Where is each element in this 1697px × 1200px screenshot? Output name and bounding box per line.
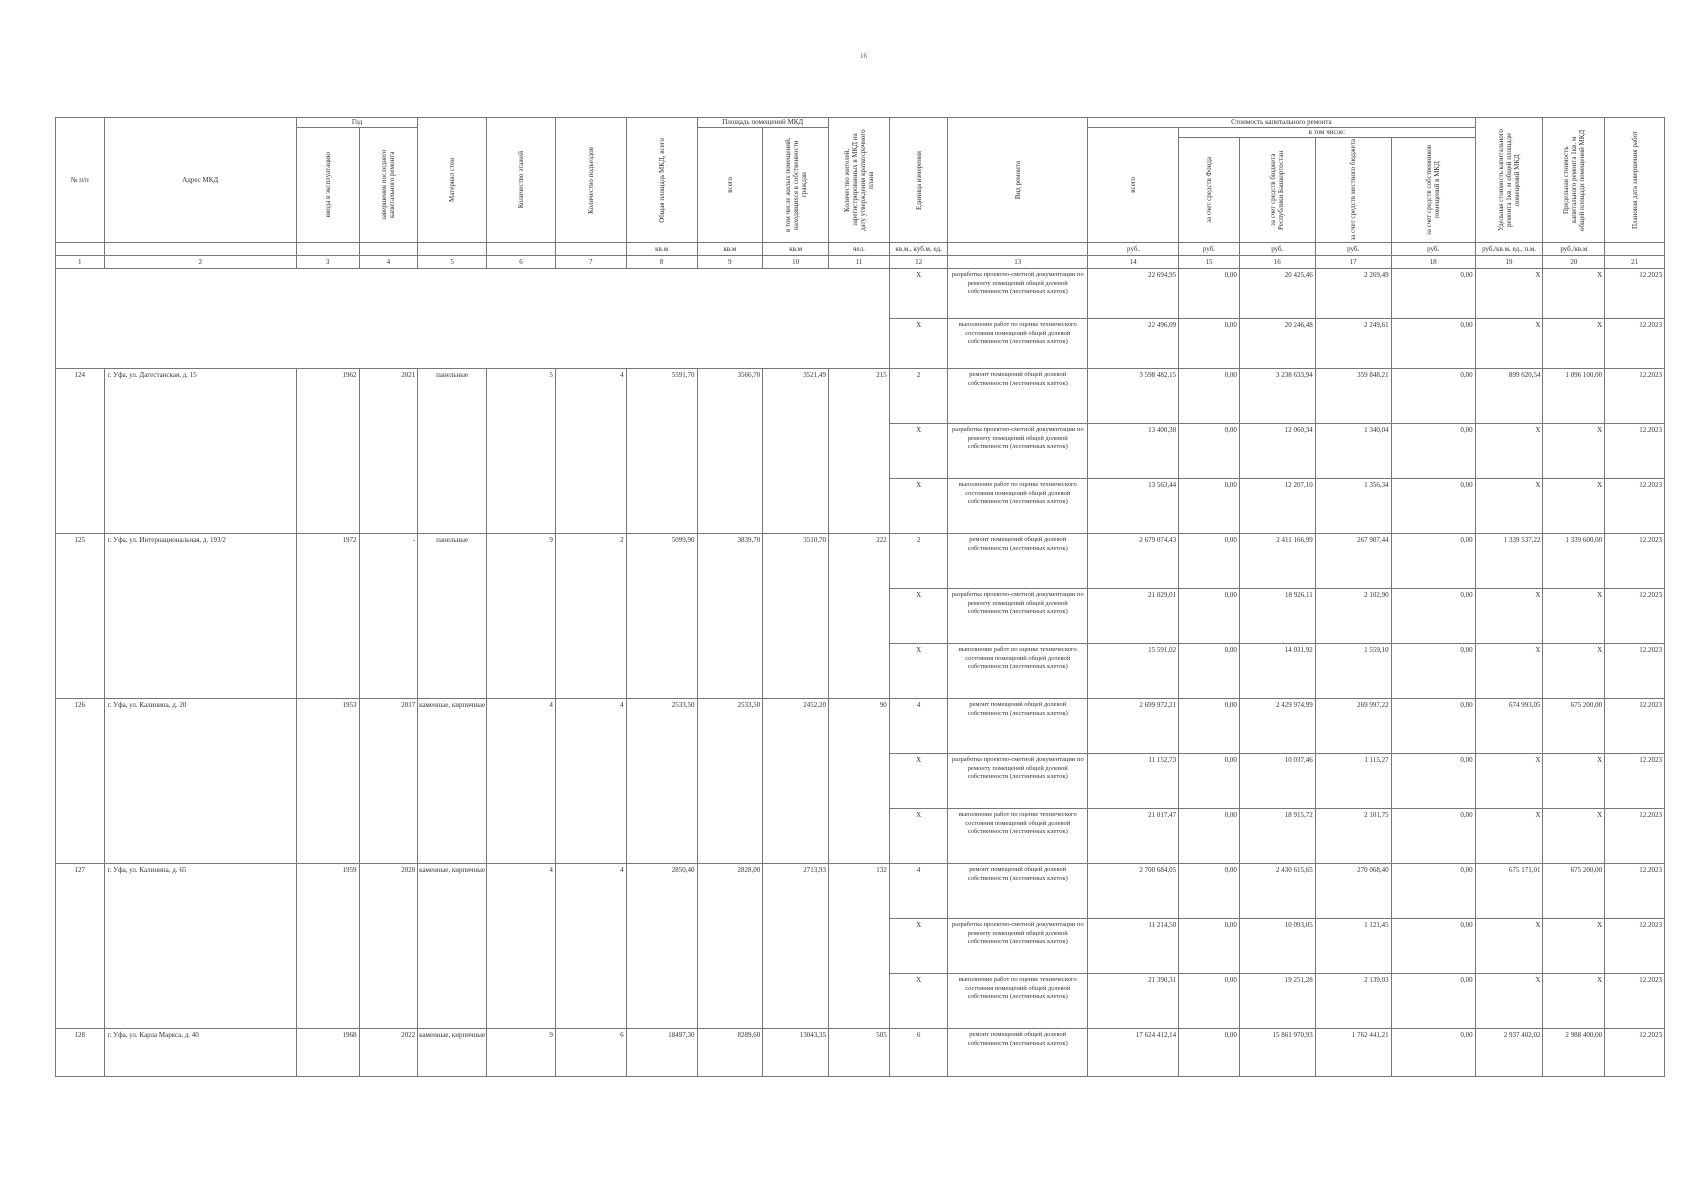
fund-cell: 0,00 [1179, 864, 1240, 919]
residents-cell: 222 [829, 534, 890, 699]
address-cell: г. Уфа, ул. Дагестанская, д. 15 [104, 369, 296, 534]
owners-cell: 0,00 [1391, 589, 1475, 644]
max-cost-cell: Х [1543, 809, 1605, 864]
unit-cell: 6 [889, 1029, 948, 1077]
fund-cell: 0,00 [1179, 974, 1240, 1029]
work-type-cell: разработка проектно-сметной документации по ремонту помещений общей долевой собственности (лестничных клеток) [948, 589, 1088, 644]
year-last-repair-cell: 2017 [359, 699, 418, 864]
year-last-repair-cell: 2020 [359, 864, 418, 1029]
local-cell: 267 907,44 [1315, 534, 1391, 589]
column-number: 16 [1239, 256, 1315, 269]
column-number: 6 [487, 256, 556, 269]
header-specific-cost: Удельная стоимость капитального ремонта 1кв. м общей площади помещений МКД [1475, 118, 1543, 243]
work-type-cell: разработка проектно-сметной документации по ремонту помещений общей долевой собственности (лестничных клеток) [948, 269, 1088, 319]
fund-cell: 0,00 [1179, 754, 1240, 809]
fund-cell: 0,00 [1179, 424, 1240, 479]
unit-cost-total: руб. [1088, 243, 1179, 256]
total-area-cell: 18497,30 [626, 1029, 697, 1077]
planned-date-cell: 12.2023 [1605, 319, 1665, 369]
cost-total-cell: 2 700 684,05 [1088, 864, 1179, 919]
header-fund: за счет средств Фонда [1179, 138, 1240, 243]
max-cost-cell: Х [1543, 919, 1605, 974]
planned-date-cell: 12.2023 [1605, 699, 1665, 754]
units-row [56, 243, 1665, 256]
planned-date-cell: 12.2023 [1605, 974, 1665, 1029]
local-cell: 2 101,75 [1315, 809, 1391, 864]
header-total-area: Общая площадь МКД, всего [626, 118, 697, 243]
total-area-cell: 2533,50 [626, 699, 697, 864]
owners-cell: 0,00 [1391, 974, 1475, 1029]
owners-cell: 0,00 [1391, 809, 1475, 864]
total-area-cell: 2850,40 [626, 864, 697, 1029]
republic-cell: 2 430 615,65 [1239, 864, 1315, 919]
max-cost-cell: Х [1543, 269, 1605, 319]
work-type-cell: выполнение работ по оценке технического состояния помещений общей долевой собственности (лестничных клеток) [948, 809, 1088, 864]
planned-date-cell: 12.2023 [1605, 369, 1665, 424]
year-commission-cell: 1972 [296, 534, 359, 699]
cost-total-cell: 21 390,31 [1088, 974, 1179, 1029]
column-number: 4 [359, 256, 418, 269]
local-cell: 1 115,27 [1315, 754, 1391, 809]
year-commission-cell: 1962 [296, 369, 359, 534]
table-row [56, 1029, 1665, 1077]
row-number-cell: 125 [56, 534, 105, 699]
table-row [56, 369, 1665, 424]
planned-date-cell: 12.2023 [1605, 269, 1665, 319]
max-cost-cell: 675 200,00 [1543, 699, 1605, 754]
specific-cost-cell: 1 339 537,22 [1475, 534, 1543, 589]
specific-cost-cell: 2 937 402,02 [1475, 1029, 1543, 1077]
unit-cell: Х [889, 269, 948, 319]
address-cell: г. Уфа, ул. Интернациональная, д. 193/2 [104, 534, 296, 699]
local-cell: 1 559,10 [1315, 644, 1391, 699]
cost-total-cell: 2 679 074,43 [1088, 534, 1179, 589]
cost-total-cell: 21 017,47 [1088, 809, 1179, 864]
planned-date-cell: 12.2023 [1605, 754, 1665, 809]
entrances-cell: 2 [555, 534, 626, 699]
owners-cell: 0,00 [1391, 699, 1475, 754]
column-number: 11 [829, 256, 890, 269]
header-unit: Единица измерения [889, 118, 948, 243]
local-cell: 270 068,40 [1315, 864, 1391, 919]
local-cell: 2 102,90 [1315, 589, 1391, 644]
planned-date-cell: 12.2023 [1605, 479, 1665, 534]
specific-cost-cell: Х [1475, 644, 1543, 699]
unit-republic: руб. [1239, 243, 1315, 256]
column-number: 10 [763, 256, 829, 269]
owners-cell: 0,00 [1391, 534, 1475, 589]
specific-cost-cell: Х [1475, 269, 1543, 319]
work-type-cell: ремонт помещений общей долевой собственности (лестничных клеток) [948, 699, 1088, 754]
planned-date-cell: 12.2023 [1605, 919, 1665, 974]
republic-cell: 18 926,11 [1239, 589, 1315, 644]
republic-cell: 2 429 974,99 [1239, 699, 1315, 754]
fund-cell: 0,00 [1179, 644, 1240, 699]
entrances-cell: 4 [555, 699, 626, 864]
premises-residential-cell: 3521,49 [763, 369, 829, 534]
table-row [56, 699, 1665, 754]
premises-residential-cell: 2452,20 [763, 699, 829, 864]
premises-total-cell: 3566,70 [697, 369, 763, 534]
premises-residential-cell: 2713,93 [763, 864, 829, 1029]
local-cell: 269 997,22 [1315, 699, 1391, 754]
header-residents: Количество жителей, зарегистрированных в МКД на дату утверждения краткосрочного плана [829, 118, 890, 243]
local-cell: 2 249,61 [1315, 319, 1391, 369]
header-local: за счет средств местного бюджета [1315, 138, 1391, 243]
owners-cell: 0,00 [1391, 479, 1475, 534]
cost-total-cell: 22 496,09 [1088, 319, 1179, 369]
column-number: 5 [418, 256, 487, 269]
header-floors: Количество этажей [487, 118, 556, 243]
header-premises-group: Площадь помещений МКД [697, 118, 829, 128]
premises-residential-cell: 13043,35 [763, 1029, 829, 1077]
premises-total-cell: 2533,50 [697, 699, 763, 864]
residents-cell: 215 [829, 369, 890, 534]
planned-date-cell: 12.2023 [1605, 424, 1665, 479]
premises-residential-cell: 3510,70 [763, 534, 829, 699]
column-number: 14 [1088, 256, 1179, 269]
fund-cell: 0,00 [1179, 534, 1240, 589]
work-type-cell: разработка проектно-сметной документации по ремонту помещений общей долевой собственности (лестничных клеток) [948, 424, 1088, 479]
column-number: 7 [555, 256, 626, 269]
unit-residents: чел. [829, 243, 890, 256]
work-type-cell: выполнение работ по оценке технического состояния помещений общей долевой собственности (лестничных клеток) [948, 479, 1088, 534]
republic-cell: 15 861 970,93 [1239, 1029, 1315, 1077]
header-year-last-repair: завершения последнего капитального ремонта [359, 128, 418, 243]
capital-repair-table [55, 117, 1665, 1077]
local-cell: 1 121,45 [1315, 919, 1391, 974]
owners-cell: 0,00 [1391, 754, 1475, 809]
unit-cell: Х [889, 809, 948, 864]
year-last-repair-cell: - [359, 534, 418, 699]
total-area-cell: 5099,90 [626, 534, 697, 699]
specific-cost-cell: 899 620,54 [1475, 369, 1543, 424]
unit-local: руб. [1315, 243, 1391, 256]
republic-cell: 18 915,72 [1239, 809, 1315, 864]
row-number-cell: 126 [56, 699, 105, 864]
column-numbers-row [56, 256, 1665, 269]
owners-cell: 0,00 [1391, 424, 1475, 479]
total-area-cell: 5591,70 [626, 369, 697, 534]
specific-cost-cell: Х [1475, 319, 1543, 369]
premises-total-cell: 3839,70 [697, 534, 763, 699]
header-premises-total: всего [697, 128, 763, 243]
column-number: 18 [1391, 256, 1475, 269]
work-type-cell: выполнение работ по оценке технического состояния помещений общей долевой собственности (лестничных клеток) [948, 644, 1088, 699]
work-type-cell: ремонт помещений общей долевой собственности (лестничных клеток) [948, 534, 1088, 589]
header-wall-material: Материал стен [418, 118, 487, 243]
specific-cost-cell: Х [1475, 754, 1543, 809]
wall-material-cell: панельные [418, 369, 487, 534]
unit-cell: Х [889, 424, 948, 479]
local-cell: 2 139,03 [1315, 974, 1391, 1029]
work-type-cell: ремонт помещений общей долевой собственности (лестничных клеток) [948, 369, 1088, 424]
residents-cell: 90 [829, 699, 890, 864]
floors-cell: 9 [487, 1029, 556, 1077]
specific-cost-cell: Х [1475, 589, 1543, 644]
max-cost-cell: 2 988 400,00 [1543, 1029, 1605, 1077]
column-number: 13 [948, 256, 1088, 269]
unit-cell: Х [889, 919, 948, 974]
max-cost-cell: 1 096 100,00 [1543, 369, 1605, 424]
specific-cost-cell: Х [1475, 809, 1543, 864]
header-max-cost: Предельная стоимость капитального ремонта 1кв. м общей площади помещений МКД [1543, 118, 1605, 243]
unit-premises-residential: кв.м [763, 243, 829, 256]
local-cell: 359 848,21 [1315, 369, 1391, 424]
premises-total-cell: 2828,00 [697, 864, 763, 1029]
max-cost-cell: 675 200,00 [1543, 864, 1605, 919]
specific-cost-cell: Х [1475, 479, 1543, 534]
owners-cell: 0,00 [1391, 919, 1475, 974]
column-number: 1 [56, 256, 105, 269]
fund-cell: 0,00 [1179, 269, 1240, 319]
column-number: 8 [626, 256, 697, 269]
unit-cell: Х [889, 589, 948, 644]
residents-cell: 505 [829, 1029, 890, 1077]
unit-fund: руб. [1179, 243, 1240, 256]
unit-cell: Х [889, 479, 948, 534]
fund-cell: 0,00 [1179, 479, 1240, 534]
header-including: в том числе: [1179, 128, 1476, 138]
max-cost-cell: Х [1543, 589, 1605, 644]
republic-cell: 12 060,34 [1239, 424, 1315, 479]
republic-cell: 19 251,28 [1239, 974, 1315, 1029]
unit-cell: 4 [889, 699, 948, 754]
specific-cost-cell: 674 993,05 [1475, 699, 1543, 754]
cost-total-cell: 15 591,02 [1088, 644, 1179, 699]
residents-cell: 132 [829, 864, 890, 1029]
header-year-group: Год [296, 118, 417, 128]
row-number-cell: 128 [56, 1029, 105, 1077]
floors-cell: 4 [487, 699, 556, 864]
header-cost-total: всего [1088, 128, 1179, 243]
republic-cell: 20 425,46 [1239, 269, 1315, 319]
column-number: 2 [104, 256, 296, 269]
planned-date-cell: 12.2023 [1605, 589, 1665, 644]
page-number: 16 [860, 52, 867, 60]
wall-material-cell: панельные [418, 534, 487, 699]
year-commission-cell: 1959 [296, 864, 359, 1029]
column-number: 21 [1605, 256, 1665, 269]
table-body [56, 269, 1665, 1077]
work-type-cell: выполнение работ по оценке технического состояния помещений общей долевой собственности (лестничных клеток) [948, 319, 1088, 369]
header-entrances: Количество подъездов [555, 118, 626, 243]
year-last-repair-cell: 2021 [359, 369, 418, 534]
unit-cell: Х [889, 644, 948, 699]
entrances-cell: 6 [555, 1029, 626, 1077]
header-work-type: Вид ремонта [948, 118, 1088, 243]
table-row [56, 534, 1665, 589]
max-cost-cell: Х [1543, 424, 1605, 479]
cost-total-cell: 11 152,73 [1088, 754, 1179, 809]
floors-cell: 5 [487, 369, 556, 534]
column-number: 9 [697, 256, 763, 269]
republic-cell: 14 031,92 [1239, 644, 1315, 699]
republic-cell: 10 093,05 [1239, 919, 1315, 974]
max-cost-cell: Х [1543, 754, 1605, 809]
unit-unit: кв.м., куб.м, ед. [889, 243, 948, 256]
header-cost-group: Стоимость капитального ремонта [1088, 118, 1476, 128]
cost-total-cell: 11 214,50 [1088, 919, 1179, 974]
address-cell: г. Уфа, ул. Карла Маркса, д. 40 [104, 1029, 296, 1077]
owners-cell: 0,00 [1391, 864, 1475, 919]
max-cost-cell: Х [1543, 479, 1605, 534]
unit-specific-cost: руб./кв.м, ед., п.м. [1475, 243, 1543, 256]
unit-total-area: кв.м [626, 243, 697, 256]
unit-owners: руб. [1391, 243, 1475, 256]
unit-premises-total: кв.м [697, 243, 763, 256]
table-row [56, 864, 1665, 919]
specific-cost-cell: Х [1475, 424, 1543, 479]
unit-max-cost: руб./кв.м [1543, 243, 1605, 256]
republic-cell: 12 207,10 [1239, 479, 1315, 534]
cost-total-cell: 13 563,44 [1088, 479, 1179, 534]
wall-material-cell: каменные, кирпичные [418, 699, 487, 864]
column-number: 12 [889, 256, 948, 269]
local-cell: 1 340,04 [1315, 424, 1391, 479]
specific-cost-cell: 675 171,01 [1475, 864, 1543, 919]
row-number-cell: 127 [56, 864, 105, 1029]
max-cost-cell: Х [1543, 974, 1605, 1029]
address-cell: г. Уфа, ул. Калинина, д. 65 [104, 864, 296, 1029]
republic-cell: 2 411 166,99 [1239, 534, 1315, 589]
row-number-cell: 124 [56, 369, 105, 534]
cost-total-cell: 13 400,38 [1088, 424, 1179, 479]
unit-cell: 2 [889, 369, 948, 424]
planned-date-cell: 12.2023 [1605, 864, 1665, 919]
planned-date-cell: 12.2023 [1605, 809, 1665, 864]
planned-date-cell: 12.2023 [1605, 644, 1665, 699]
unit-cell: Х [889, 754, 948, 809]
work-type-cell: ремонт помещений общей долевой собственности (лестничных клеток) [948, 1029, 1088, 1077]
unit-cell: Х [889, 974, 948, 1029]
unit-cell: 4 [889, 864, 948, 919]
year-commission-cell: 1968 [296, 1029, 359, 1077]
header-address: Адрес МКД [104, 118, 296, 243]
fund-cell: 0,00 [1179, 919, 1240, 974]
column-number: 15 [1179, 256, 1240, 269]
cost-total-cell: 21 029,01 [1088, 589, 1179, 644]
header-premises-residential: в том числе жилых помещений, находящихся в собственности граждан [763, 128, 829, 243]
unit-cell: Х [889, 319, 948, 369]
floors-cell: 4 [487, 864, 556, 1029]
fund-cell: 0,00 [1179, 809, 1240, 864]
table-header [56, 118, 1665, 269]
owners-cell: 0,00 [1391, 319, 1475, 369]
column-number: 3 [296, 256, 359, 269]
year-commission-cell: 1953 [296, 699, 359, 864]
address-cell: г. Уфа, ул. Калинина, д. 20 [104, 699, 296, 864]
column-number: 17 [1315, 256, 1391, 269]
owners-cell: 0,00 [1391, 644, 1475, 699]
wall-material-cell: каменные, кирпичные [418, 1029, 487, 1077]
header-republic: за счет средств бюджета Республики Башкортостан [1239, 138, 1315, 243]
cost-total-cell: 17 624 412,14 [1088, 1029, 1179, 1077]
cost-total-cell: 3 598 482,15 [1088, 369, 1179, 424]
column-number: 19 [1475, 256, 1543, 269]
header-no: № п/п [56, 118, 105, 243]
table-row [56, 269, 1665, 319]
column-number: 20 [1543, 256, 1605, 269]
entrances-cell: 4 [555, 864, 626, 1029]
owners-cell: 0,00 [1391, 1029, 1475, 1077]
owners-cell: 0,00 [1391, 269, 1475, 319]
local-cell: 1 762 441,21 [1315, 1029, 1391, 1077]
work-type-cell: разработка проектно-сметной документации по ремонту помещений общей долевой собственности (лестничных клеток) [948, 919, 1088, 974]
republic-cell: 20 246,48 [1239, 319, 1315, 369]
planned-date-cell: 12.2023 [1605, 534, 1665, 589]
owners-cell: 0,00 [1391, 369, 1475, 424]
work-type-cell: выполнение работ по оценке технического состояния помещений общей долевой собственности (лестничных клеток) [948, 974, 1088, 1029]
year-last-repair-cell: 2022 [359, 1029, 418, 1077]
wall-material-cell: каменные, кирпичные [418, 864, 487, 1029]
unit-cell: 2 [889, 534, 948, 589]
floors-cell: 9 [487, 534, 556, 699]
specific-cost-cell: Х [1475, 919, 1543, 974]
continuation-empty-cells [56, 269, 890, 369]
capital-repair-table-sheet [55, 117, 1665, 1077]
cost-total-cell: 2 699 972,21 [1088, 699, 1179, 754]
specific-cost-cell: Х [1475, 974, 1543, 1029]
max-cost-cell: Х [1543, 319, 1605, 369]
max-cost-cell: 1 339 600,00 [1543, 534, 1605, 589]
header-planned-date: Плановая дата завершения работ [1605, 118, 1665, 243]
header-year-commission: ввода в эксплуатацию [296, 128, 359, 243]
fund-cell: 0,00 [1179, 699, 1240, 754]
republic-cell: 3 238 633,94 [1239, 369, 1315, 424]
fund-cell: 0,00 [1179, 369, 1240, 424]
cost-total-cell: 22 694,95 [1088, 269, 1179, 319]
header-owners: за счет средств собственников помещений в МКД [1391, 138, 1475, 243]
fund-cell: 0,00 [1179, 589, 1240, 644]
work-type-cell: ремонт помещений общей долевой собственности (лестничных клеток) [948, 864, 1088, 919]
entrances-cell: 4 [555, 369, 626, 534]
fund-cell: 0,00 [1179, 319, 1240, 369]
republic-cell: 10 037,46 [1239, 754, 1315, 809]
premises-total-cell: 8289,60 [697, 1029, 763, 1077]
planned-date-cell: 12.2023 [1605, 1029, 1665, 1077]
fund-cell: 0,00 [1179, 1029, 1240, 1077]
max-cost-cell: Х [1543, 644, 1605, 699]
work-type-cell: разработка проектно-сметной документации по ремонту помещений общей долевой собственности (лестничных клеток) [948, 754, 1088, 809]
local-cell: 2 269,49 [1315, 269, 1391, 319]
local-cell: 1 356,34 [1315, 479, 1391, 534]
